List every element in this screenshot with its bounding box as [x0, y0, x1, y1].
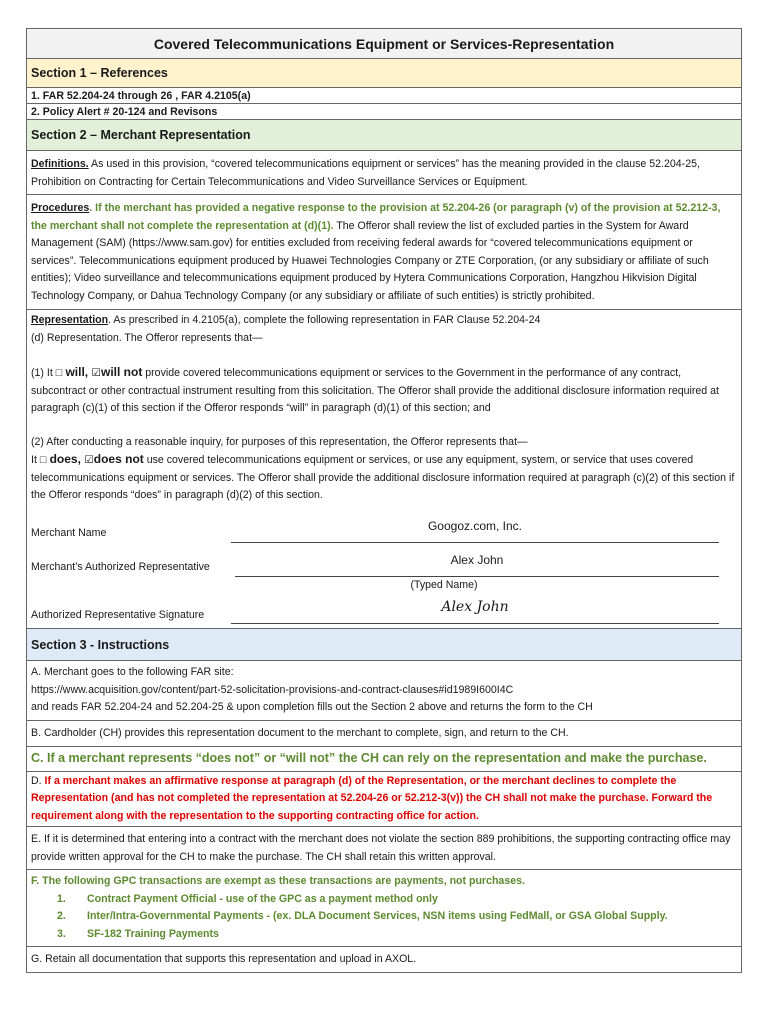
paragraph-2 — [31, 451, 737, 505]
representative-row — [31, 543, 737, 577]
signature-image: Alex John — [441, 599, 509, 615]
representation-block — [27, 310, 741, 629]
list-item — [57, 891, 737, 909]
section1-heading: Section 1 – References — [27, 59, 741, 88]
section2-heading: Section 2 – Merchant Representation — [27, 120, 741, 151]
list-item-number: 3. — [57, 927, 66, 940]
far-site-link[interactable]: https://www.acquisition.gov/content/part-52-solicitation-provisions-and-contract-clauses#id1989I600I4C — [31, 683, 514, 696]
merchant-name-row — [31, 509, 737, 543]
will-not-option: will not — [100, 365, 143, 379]
definitions-block — [27, 151, 741, 195]
will-option: will, — [62, 365, 92, 379]
representative-label: Merchant’s Authorized Representative — [31, 561, 210, 573]
will-not-checkbox[interactable]: ☑ — [91, 367, 101, 379]
does-checkbox[interactable]: □ — [39, 454, 47, 466]
signature-label: Authorized Representative Signature — [31, 608, 205, 621]
definitions-label: Definitions. — [31, 158, 89, 170]
section3-heading: Section 3 - Instructions — [27, 629, 741, 661]
instruction-f — [27, 870, 741, 947]
list-item-number: 1. — [57, 892, 66, 905]
list-item-number: 2. — [57, 910, 66, 922]
list-item-text: Contract Payment Official - use of the GPC as a payment method only — [87, 892, 438, 905]
procedures-label: Procedures — [31, 202, 90, 214]
does-not-checkbox[interactable]: ☑ — [84, 454, 94, 466]
procedures-text: The Offeror shall review the list of excluded parties in the System for Award Management (SAM) (https://www.sam.gov) for entities excluded from receiving federal awards for “covered telecommunications equipment or services”. Telecommunications equipment produced by Huawei Technologies Company or ZTE Corporation, (or any subsidiary or affiliate of such entities); Video surveillance and telecommunications equipment produced by Hytera Communications Corporation, Hangzhou Hikvision Digital Technology Company, or Dahua Technology Company (or any subsidiary or affiliate of such entities) is strictly prohibited. — [31, 219, 709, 302]
representative-value: Alex John — [450, 552, 504, 567]
p2-prefix: It — [31, 454, 40, 466]
list-item-text: Inter/Intra-Governmental Payments - (ex. DLA Document Services, NSN items using FedMall, or GSA Global Supply. — [87, 910, 668, 922]
signature-row — [31, 594, 737, 624]
procedures-condition: . If the merchant has provided a negative response to the provision at 52.204-26 (or paragraph (v) of the provision at 52.212-3, the merchant shall not complete the representation at (d)(1). — [31, 202, 721, 232]
list-item — [57, 908, 737, 926]
instruction-d-text: If a merchant makes an affirmative response at paragraph (d) of the Representation, or the merchant declines to complete the Representation (and has not completed the representation at 52.204-26 or 52.212-3(v)) the CH shall not make the purchase. Forward the requirement along with the representation to the supporting contracting office for action. — [31, 774, 713, 822]
instruction-d-prefix: D. — [31, 774, 45, 787]
reference-1: 1. FAR 52.204-24 through 26 , FAR 4.2105(a) — [27, 88, 741, 104]
instruction-g: G. Retain all documentation that supports this representation and upload in AXOL. — [31, 953, 417, 965]
list-item — [57, 926, 737, 944]
exempt-list — [31, 891, 737, 944]
representation-intro: . As prescribed in 4.2105(a), complete the following representation in FAR Clause 52.204-24 — [108, 314, 541, 326]
instruction-a-line1: A. Merchant goes to the following FAR site: — [31, 666, 234, 678]
p2-intro: (2) After conducting a reasonable inquiry, for purposes of this representation, the Offeror represents that— — [31, 435, 528, 448]
merchant-name-value: Googoz.com, Inc. — [427, 518, 523, 533]
reference-2: 2. Policy Alert # 20-124 and Revisons — [27, 104, 741, 120]
p1-text: provide covered telecommunications equipment or services to the Government in the performance of any contract, subcontract or other contractual instrument resulting from this solicitation. The Offeror shall provide the additional disclosure information required at paragraph (c)(1) of this section if the Offeror responds “will” in paragraph (d)(1) of this section; and — [31, 367, 719, 414]
merchant-name-field[interactable] — [231, 518, 719, 543]
representative-field[interactable] — [235, 552, 719, 577]
procedures-block — [27, 195, 741, 310]
list-item-text: SF-182 Training Payments — [87, 927, 219, 940]
does-option: does, — [46, 452, 85, 466]
paragraph-1 — [31, 364, 737, 418]
instruction-f-text: F. The following GPC transactions are exempt as these transactions are payments, not purchases. — [31, 875, 525, 887]
representation-label: Representation — [31, 314, 109, 326]
merchant-name-label: Merchant Name — [31, 527, 107, 539]
will-checkbox[interactable]: □ — [55, 367, 63, 379]
does-not-option: does not — [93, 452, 144, 466]
instruction-a-line3: and reads FAR 52.204-24 and 52.204-25 & upon completion fills out the Section 2 above and returns the form to the CH — [31, 701, 593, 713]
representation-form — [26, 28, 742, 973]
instruction-c: C. If a merchant represents “does not” or “will not” the CH can rely on the representation and make the purchase. — [27, 747, 741, 772]
representation-d: (d) Representation. The Offeror represents that— — [31, 331, 263, 344]
signature-field[interactable] — [231, 599, 719, 624]
definitions-text: As used in this provision, “covered telecommunications equipment or services” has the meaning provided in the clause 52.204-25, Prohibition on Contracting for Certain Telecommunications and Video Surveillance Services or Equipment. — [31, 158, 700, 188]
instruction-b: B. Cardholder (CH) provides this representation document to the merchant to complete, sign, and return to the CH. — [27, 721, 741, 748]
page-title: Covered Telecommunications Equipment or Services-Representation — [27, 29, 741, 59]
instruction-e: E. If it is determined that entering into a contract with the merchant does not violate the section 889 prohibitions, the supporting contracting office may provide written approval for the CH to make the purchase. The CH shall retain this written approval. — [27, 827, 741, 870]
p1-prefix: (1) It — [31, 367, 56, 379]
typed-name-caption: (Typed Name) — [410, 578, 478, 591]
p2-text: use covered telecommunications equipment or services, or use any equipment, system, or service that uses covered telecommunications equipment or services. The Offeror shall provide the additional disclosure information required at paragraph (c)(2) of this section if the Offeror responds “does” in paragraph (d)(2) of this section. — [31, 454, 735, 501]
instruction-d — [27, 772, 741, 828]
instruction-a — [27, 661, 741, 721]
